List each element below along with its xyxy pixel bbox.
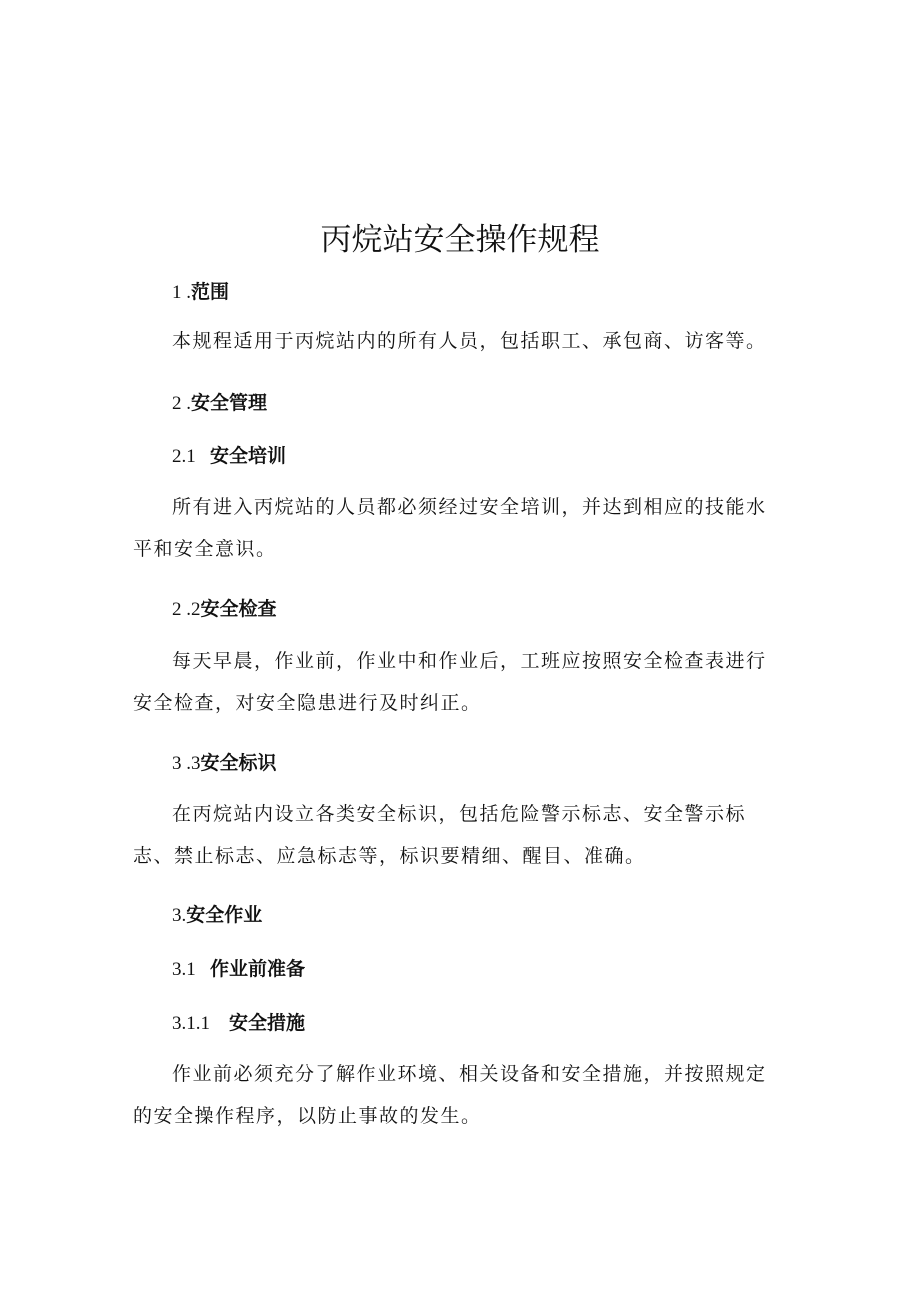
section-separator: . [181,393,191,414]
section-number: 3. [172,905,187,926]
paragraph-safety-measures: 作业前必须充分了解作业环境、相关设备和安全措施，并按照规定的安全操作程序，以防止事故的发生。 [133,1063,767,1127]
section-heading-safety-management [172,390,267,417]
section-label: 安全培训 [210,445,287,467]
section-number: 1 [172,282,182,303]
section-separator [196,959,210,980]
section-heading-safety-inspection [172,596,277,623]
section-number: 3 [172,753,182,774]
section-label: 安全作业 [186,904,263,926]
section-number: 2 [172,393,182,414]
section-separator: .3 [181,753,201,774]
section-heading-safe-operation [172,902,262,929]
paragraph-safety-training: 所有进入丙烷站的人员都必须经过安全培训，并达到相应的技能水平和安全意识。 [133,496,767,560]
section-heading-safety-measures [172,1010,305,1037]
section-label: 安全标识 [200,752,277,774]
section-heading-safety-training [172,443,286,470]
document-title: 丙烷站安全操作规程 [320,222,600,258]
section-heading-safety-signs [172,750,277,777]
section-heading-pre-work-preparation [172,956,305,983]
section-label: 作业前准备 [210,958,306,980]
section-number: 2 [172,599,182,620]
section-number: 2.1 [172,446,196,467]
section-separator: . [181,282,191,303]
section-label: 范围 [191,281,230,303]
paragraph-safety-inspection: 每天早晨，作业前，作业中和作业后，工班应按照安全检查表进行安全检查，对安全隐患进行及时纠正。 [133,650,767,714]
section-number: 3.1 [172,959,196,980]
section-label: 安全检查 [200,598,277,620]
section-separator: .2 [181,599,201,620]
section-label: 安全措施 [229,1012,306,1034]
section-separator [210,1013,229,1034]
section-heading-scope [172,279,229,306]
section-label: 安全管理 [191,392,268,414]
paragraph-safety-signs: 在丙烷站内设立各类安全标识，包括危险警示标志、安全警示标志、禁止标志、应急标志等，标识要精细、醒目、准确。 [133,803,747,867]
paragraph-scope: 本规程适用于丙烷站内的所有人员，包括职工、承包商、访客等。 [172,330,767,352]
section-separator [196,446,210,467]
section-number: 3.1.1 [172,1013,210,1034]
